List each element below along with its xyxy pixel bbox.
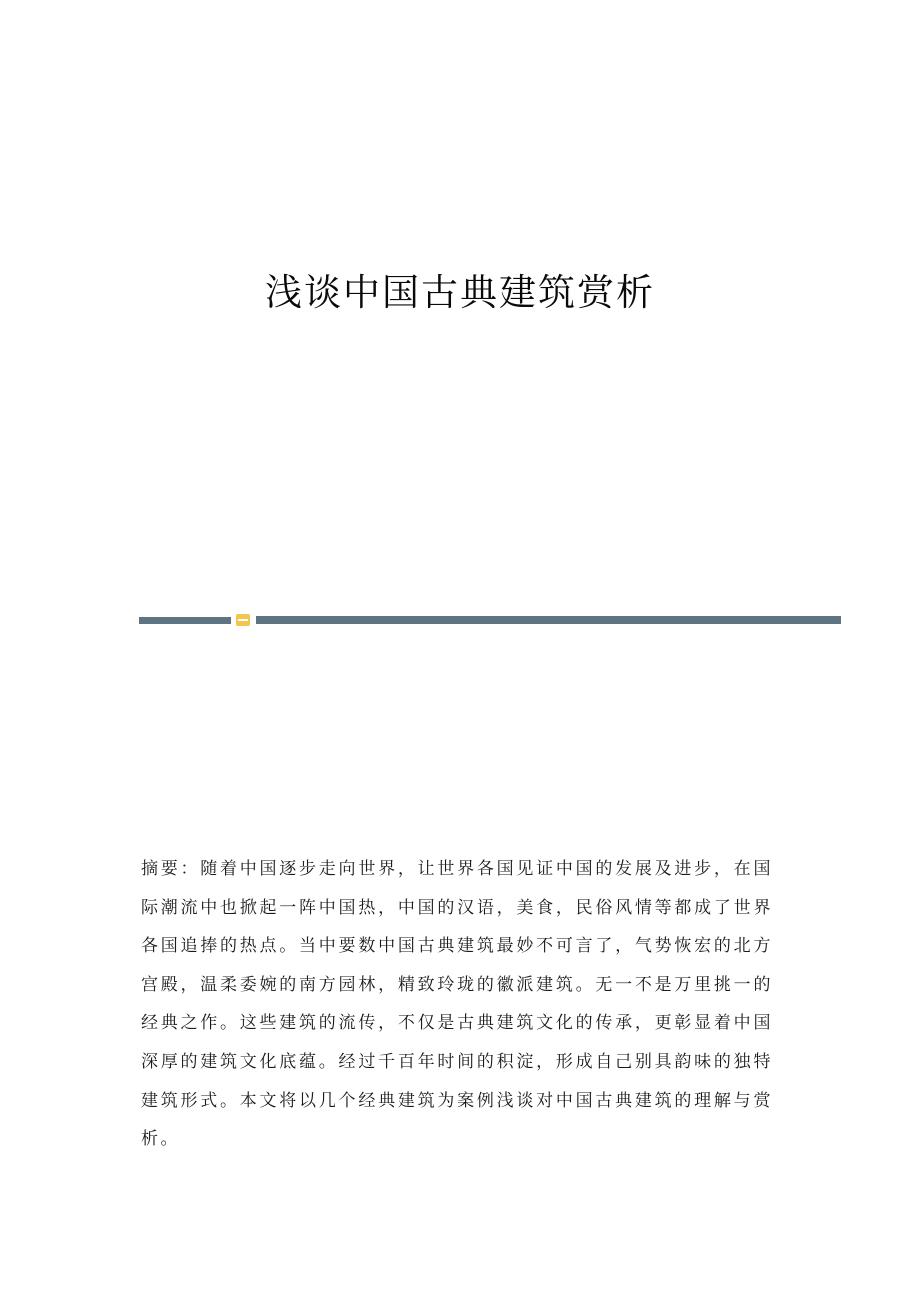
divider-left-bar [139,617,231,624]
section-divider [139,614,841,626]
document-title: 浅谈中国古典建筑赏析 [265,271,655,314]
divider-ornament-icon [236,614,250,626]
divider-right-bar [256,616,841,624]
abstract-paragraph: 摘要：随着中国逐步走向世界，让世界各国见证中国的发展及进步，在国际潮流中也掀起一阵中国热，中国的汉语，美食，民俗风情等都成了世界各国追捧的热点。当中要数中国古典建筑最妙不可言了，气势恢宏的北方宫殿，温柔委婉的南方园林，精致玲珑的徽派建筑。无一不是万里挑一的经典之作。这些建筑的流传，不仅是古典建筑文化的传承，更彰显着中国深厚的建筑文化底蕴。经过千百年时间的积淀，形成自己别具韵味的独特建筑形式。本文将以几个经典建筑为案例浅谈对中国古典建筑的理解与赏析。 [141,859,773,1150]
